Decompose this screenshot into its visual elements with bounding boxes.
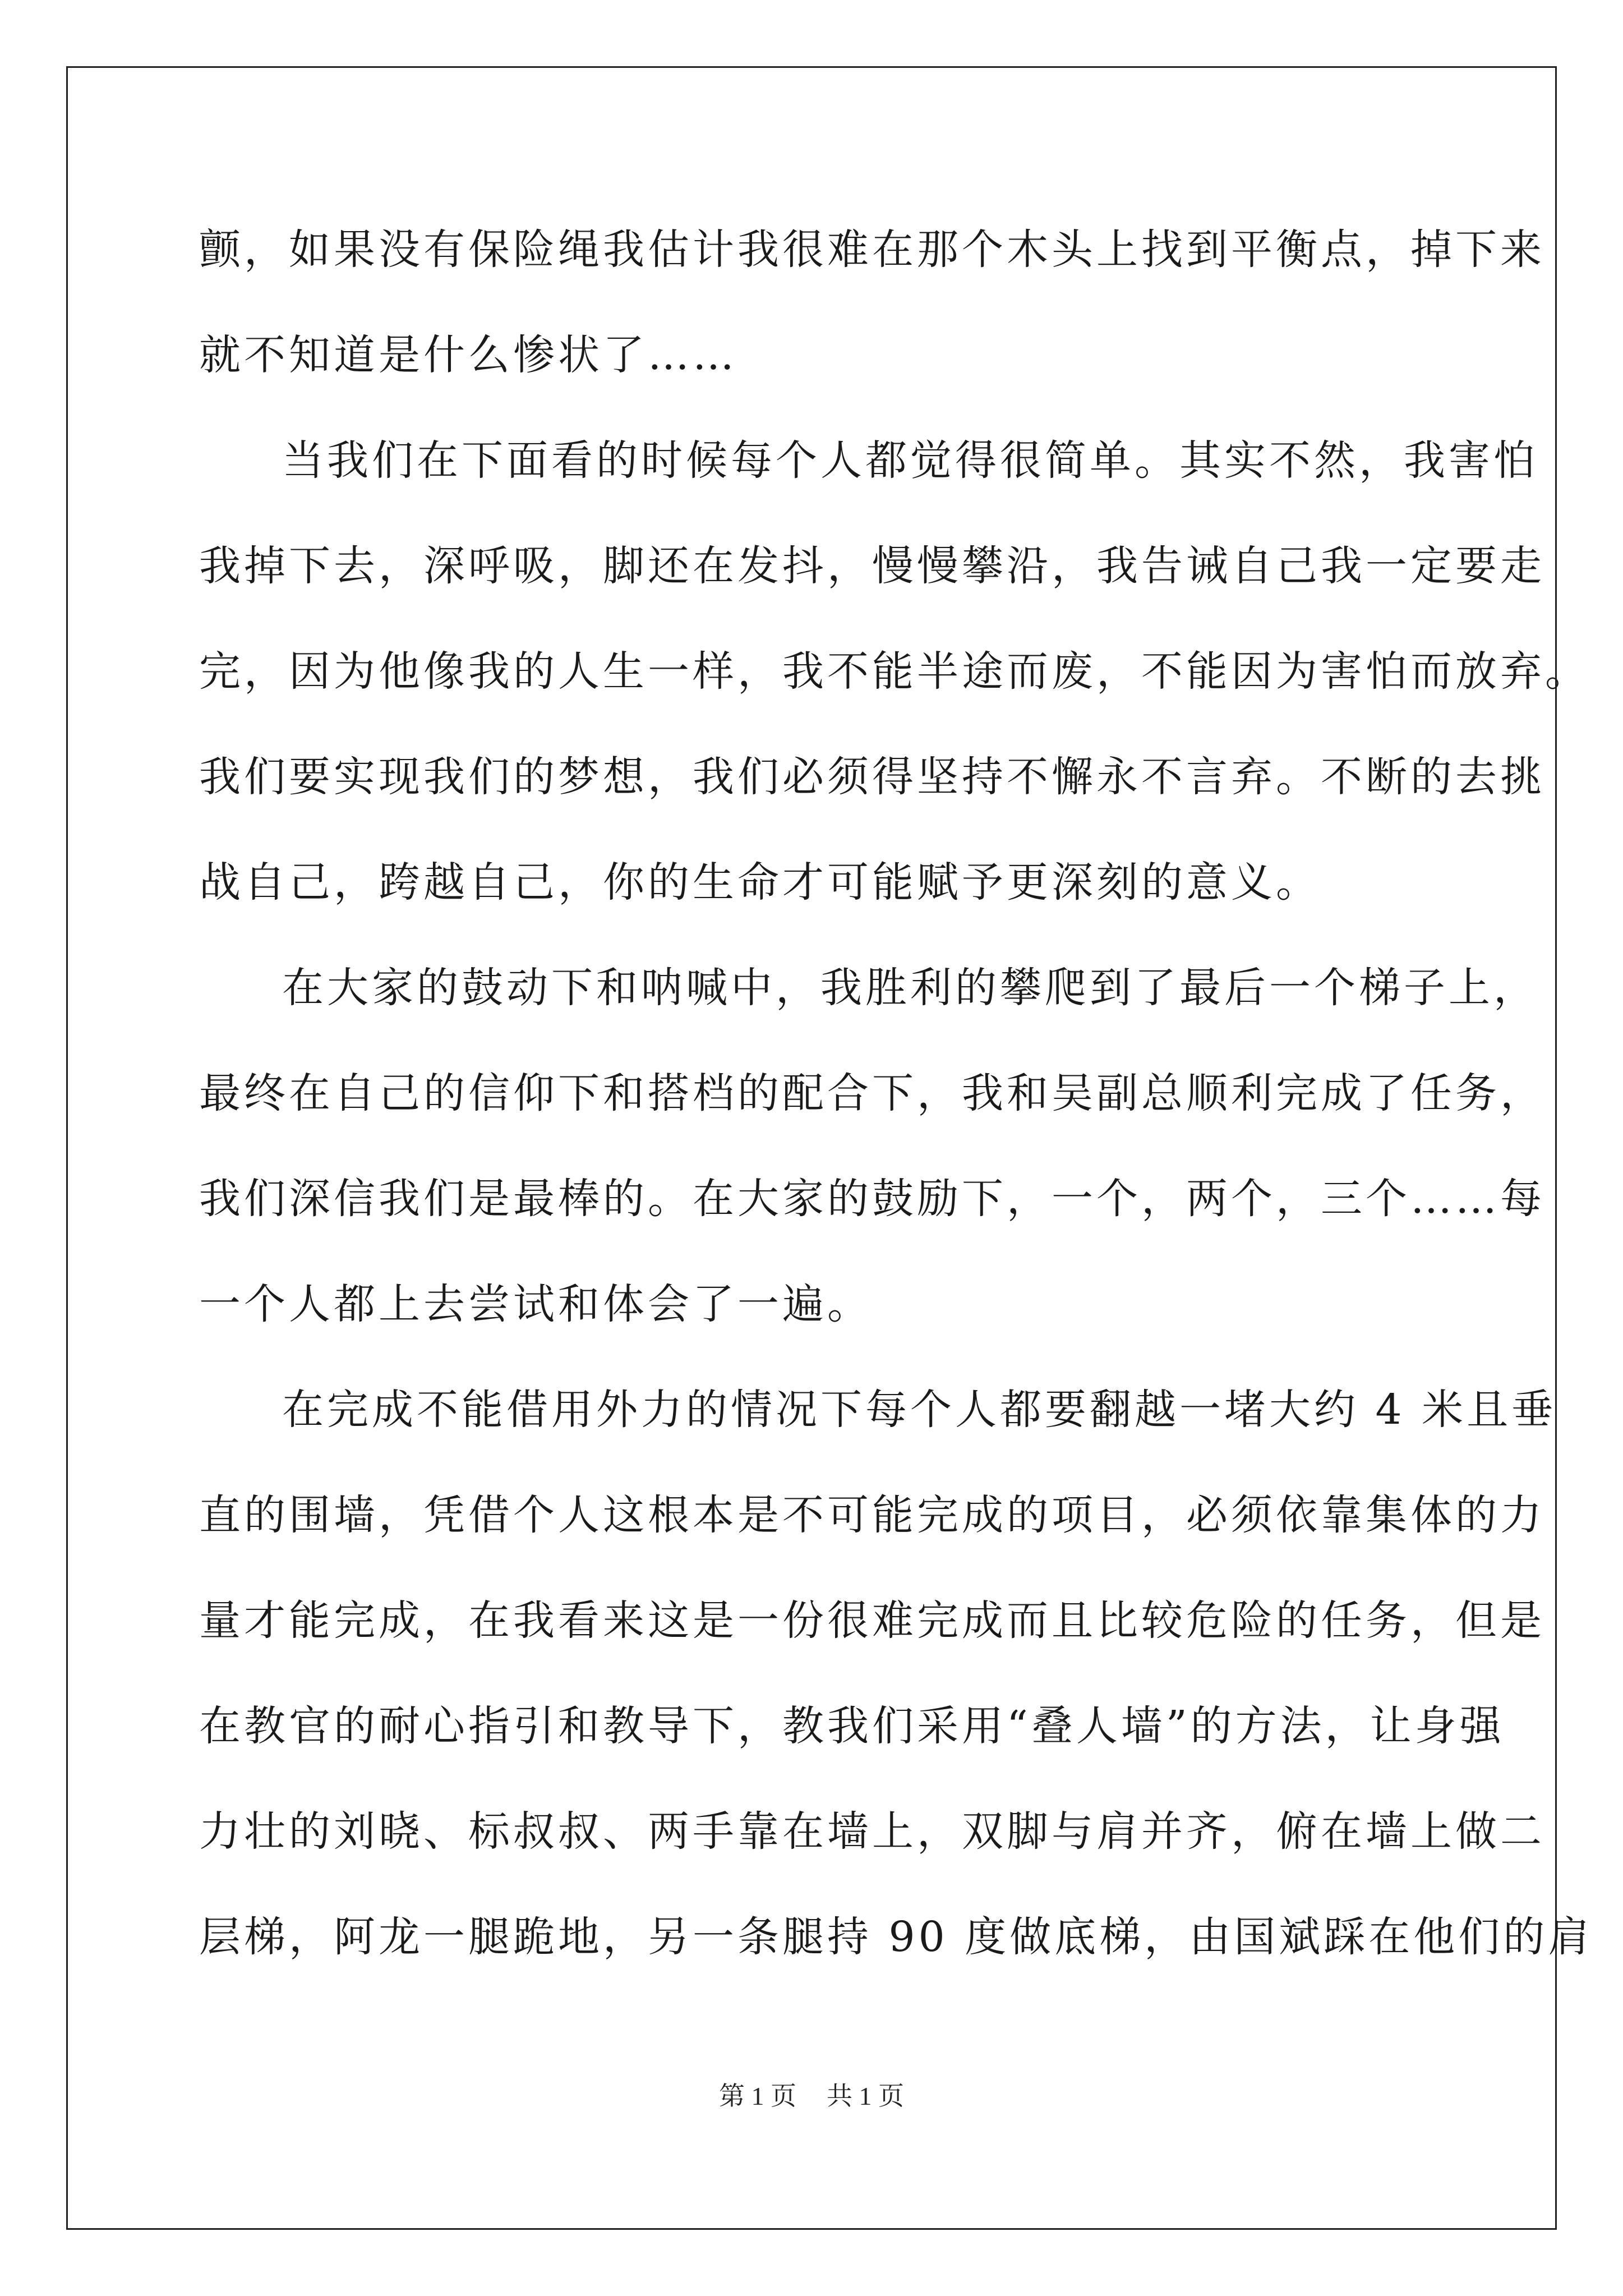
text-line: 就不知道是什么惨状了…… (199, 331, 737, 379)
page-footer (0, 2076, 1623, 2113)
document-body (199, 219, 1593, 2012)
text-line: 完，因为他像我的人生一样，我不能半途而废，不能因为害怕而放弃。 (199, 647, 1590, 696)
paragraph-start-line: 在大家的鼓动下和呐喊中，我胜利的攀爬到了最后一个梯子上， (282, 964, 1538, 1012)
text-line: 力壮的刘晓、标叔叔、两手靠在墙上，双脚与肩并齐，俯在墙上做二 (199, 1807, 1545, 1856)
text-line: 颤，如果没有保险绳我估计我很难在那个木头上找到平衡点，掉下来 (199, 226, 1545, 274)
paragraph-start-line: 当我们在下面看的时候每个人都觉得很简单。其实不然，我害怕 (282, 436, 1538, 485)
text-line: 我们要实现我们的梦想，我们必须得坚持不懈永不言弃。不断的去挑 (199, 753, 1545, 801)
text-line: 在教官的耐心指引和教导下，教我们采用“叠人墙”的方法，让身强 (199, 1702, 1505, 1750)
page-total: 共 1 页 (827, 2082, 904, 2110)
text-line: 最终在自己的信仰下和搭档的配合下，我和吴副总顺利完成了任务， (199, 1069, 1545, 1117)
text-line: 我们深信我们是最棒的。在大家的鼓励下，一个，两个，三个……每 (199, 1175, 1545, 1223)
text-line: 量才能完成，在我看来这是一份很难完成而且比较危险的任务，但是 (199, 1596, 1545, 1645)
text-line: 层梯，阿龙一腿跪地，另一条腿持 90 度做底梯，由国斌踩在他们的肩 (199, 1913, 1593, 1961)
text-line: 我掉下去，深呼吸，脚还在发抖，慢慢攀沿，我告诫自己我一定要走 (199, 542, 1545, 590)
text-line: 一个人都上去尝试和体会了一遍。 (199, 1280, 872, 1328)
text-line: 战自己，跨越自己，你的生命才可能赋予更深刻的意义。 (199, 858, 1321, 907)
page-number: 第 1 页 (719, 2082, 796, 2110)
text-line: 直的围墙，凭借个人这根本是不可能完成的项目，必须依靠集体的力 (199, 1491, 1545, 1539)
paragraph-start-line: 在完成不能借用外力的情况下每个人都要翻越一堵大约 4 米且垂 (282, 1386, 1557, 1434)
